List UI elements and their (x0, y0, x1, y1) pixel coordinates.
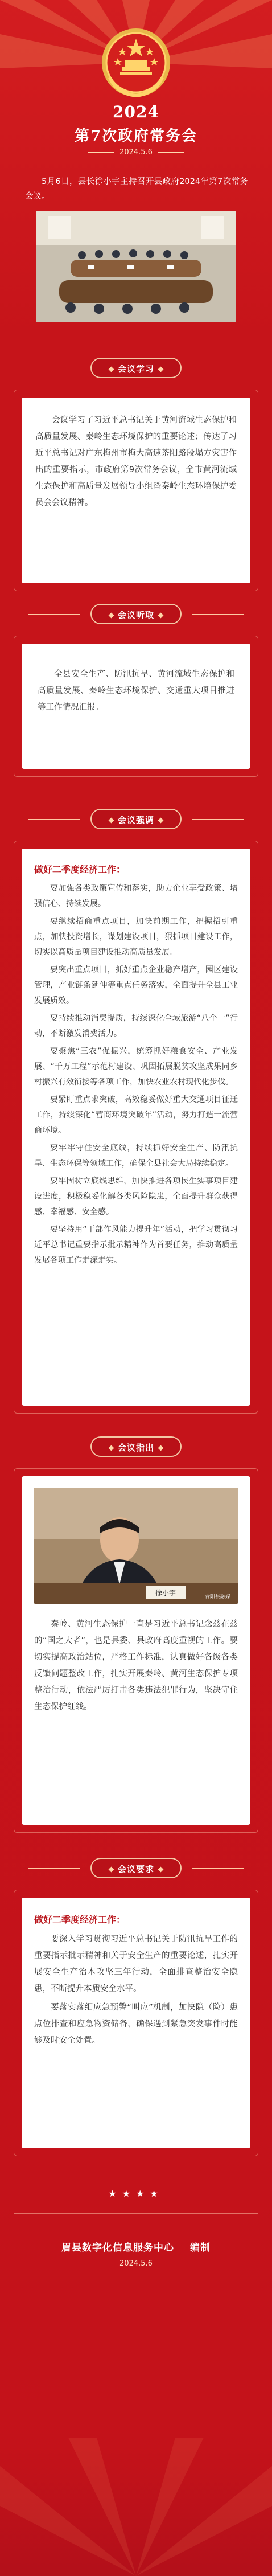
name-plate-text: 徐小宇 (155, 1589, 176, 1597)
meeting-room-image (36, 211, 236, 322)
section-subheading: 做好二季度经济工作： (34, 864, 126, 875)
diamond-icon (158, 367, 164, 372)
paragraph: 秦岭、黄河生态保护一直是习近平总书记念兹在兹的“国之大者”，也是县委、县政府高度重视的工作。要切实提高政治站位，严格工作标准，认真做好各级各类反馈问题整改工作，扎实开展秦岭、黄河生态保护专项整治行动，依法严厉打击各类违法犯罪行为，坚决守住生态保护红线。 (34, 1620, 238, 1711)
diamond-icon (158, 818, 164, 824)
speaker-image (34, 1488, 238, 1604)
section-card-emphasize (22, 849, 250, 1406)
headline-title: 第7次政府常务会 (74, 128, 198, 145)
paragraph: 要紧盯重点求突破，高效稳妥做好重大交通项目征迁工作，持续深化“营商环境突破年”活动，努力打造一流营商环境。 (34, 1095, 238, 1135)
section-pill-label: 会议强调 (90, 809, 182, 829)
meeting-room-photo (36, 211, 236, 322)
section-study-body (35, 412, 237, 511)
section-pill-point (0, 1436, 272, 1457)
footer (0, 2239, 272, 2268)
diamond-icon (109, 818, 114, 824)
section-emphasize-body (34, 881, 238, 1268)
diamond-icon (158, 613, 164, 619)
diamond-icon (109, 1867, 114, 1873)
paragraph: 要持续推动消费提质，持续深化全域旅游“八个一”行动，不断激发消费活力。 (34, 1014, 238, 1038)
section-require-body (34, 1931, 238, 2049)
section-pill-label: 会议听取 (90, 604, 182, 624)
paragraph: 要牢牢守住安全底线，持续抓好安全生产、防汛抗旱、生态环保等领域工作，确保全县社会大局持续稳定。 (34, 1144, 238, 1168)
section-pill-label: 会议要求 (90, 1858, 182, 1878)
headline-year: 2024 (113, 103, 159, 121)
header-banner (0, 0, 272, 171)
section-card-require (22, 1898, 250, 2148)
section-card-hear (22, 644, 250, 769)
paragraph: 要深入学习贯彻习近平总书记关于防汛抗旱工作的重要指示批示精神和关于安全生产的重要论述，扎实开展安全生产治本攻坚三年行动，全面排查整治安全隐患，不断提升本质安全水平。 (34, 1935, 238, 1993)
intro-paragraph: 5月6日，县长徐小宇主持召开县政府2024年第7次常务会议。 (25, 177, 248, 201)
diamond-icon (109, 367, 114, 372)
diamond-icon (158, 1867, 164, 1873)
section-pill-label: 会议指出 (90, 1436, 182, 1457)
diamond-icon (109, 613, 114, 619)
section-hear-body (38, 666, 234, 716)
paragraph: 要落实落细应急预警“叫应”机制，加快隐（险）患点位排查和应急物资储备，确保遇到紧急突发事件时能够及时安全处置。 (34, 2003, 238, 2045)
section-pill-emphasize (0, 809, 272, 829)
paragraph: 要继续招商重点项目，加快前期工作，把握招引重点，加快投资增长，谋划建设项目，狠抓项目建设工作，切实以高质量项目建设推动高质量发展。 (34, 917, 238, 957)
photo-watermark-text: 合阳县融媒 (205, 1594, 231, 1600)
diamond-icon (109, 1445, 114, 1451)
bottom-rays-decoration (0, 2324, 272, 2576)
paragraph: 要牢固树立底线思维，加快推进各项民生实事项目建设进度，积极稳妥化解各类风险隐患，全面提升群众获得感、幸福感、安全感。 (34, 1177, 238, 1217)
footer-role: 编制 (190, 2242, 211, 2254)
speaker-photo (34, 1488, 238, 1604)
paragraph: 要聚焦“三农”促振兴，统筹抓好粮食安全、产业发展、“千万工程”示范村建设、巩固拓展脱贫攻坚成果同乡村振兴有效衔接等各项工作，加快农业农村现代化步伐。 (34, 1047, 238, 1087)
paragraph: 要突出重点项目，抓好重点企业稳产增产，园区建设管理，产业链条延伸等重点任务落实，全面提升全县工业发展质效。 (34, 965, 238, 1005)
section-pill-require (0, 1858, 272, 1878)
footer-stars-decoration: ★★★★ (108, 2188, 164, 2199)
paragraph: 会议学习了习近平总书记关于黄河流域生态保护和高质量发展、秦岭生态环境保护的重要论述；传达了习近平总书记对广东梅州市梅大高速茶阳路段塌方灾害作出的重要指示，市政府第9次常务会议，全市黄河流域生态保护和高质量发展领导小组暨秦岭生态环境保护委员会会议精神。 (35, 416, 237, 507)
diamond-icon (158, 1445, 164, 1451)
footer-organization (0, 2239, 272, 2254)
section-pill-study (0, 358, 272, 378)
section-pill-label: 会议学习 (90, 358, 182, 378)
footer-date: 2024.5.6 (119, 2259, 153, 2268)
footer-org-name: 眉县数字化信息服务中心 (61, 2242, 174, 2254)
intro-text (25, 174, 248, 206)
section-point-body (34, 1616, 238, 1715)
section-pill-hear (0, 604, 272, 624)
footer-divider (14, 2213, 258, 2214)
paragraph: 要坚持用“干部作风能力提升年”活动，把学习贯彻习近平总书记重要指示批示精神作为首要任务，推动高质量发展各项工作走深走实。 (34, 1225, 238, 1265)
paragraph: 全县安全生产、防汛抗旱、黄河流域生态保护和高质量发展、秦岭生态环境保护、交通重大项目推进等工作情况汇报。 (38, 670, 234, 712)
section-subheading: 做好二季度经济工作： (34, 1914, 126, 1925)
national-emblem-icon (100, 26, 172, 99)
section-card-point (22, 1476, 250, 1825)
section-card-study (22, 398, 250, 583)
headline-date: 2024.5.6 (0, 148, 272, 157)
paragraph: 要加强各类政策宣传和落实，助力企业享受政策、增强信心、持续发展。 (34, 884, 238, 908)
